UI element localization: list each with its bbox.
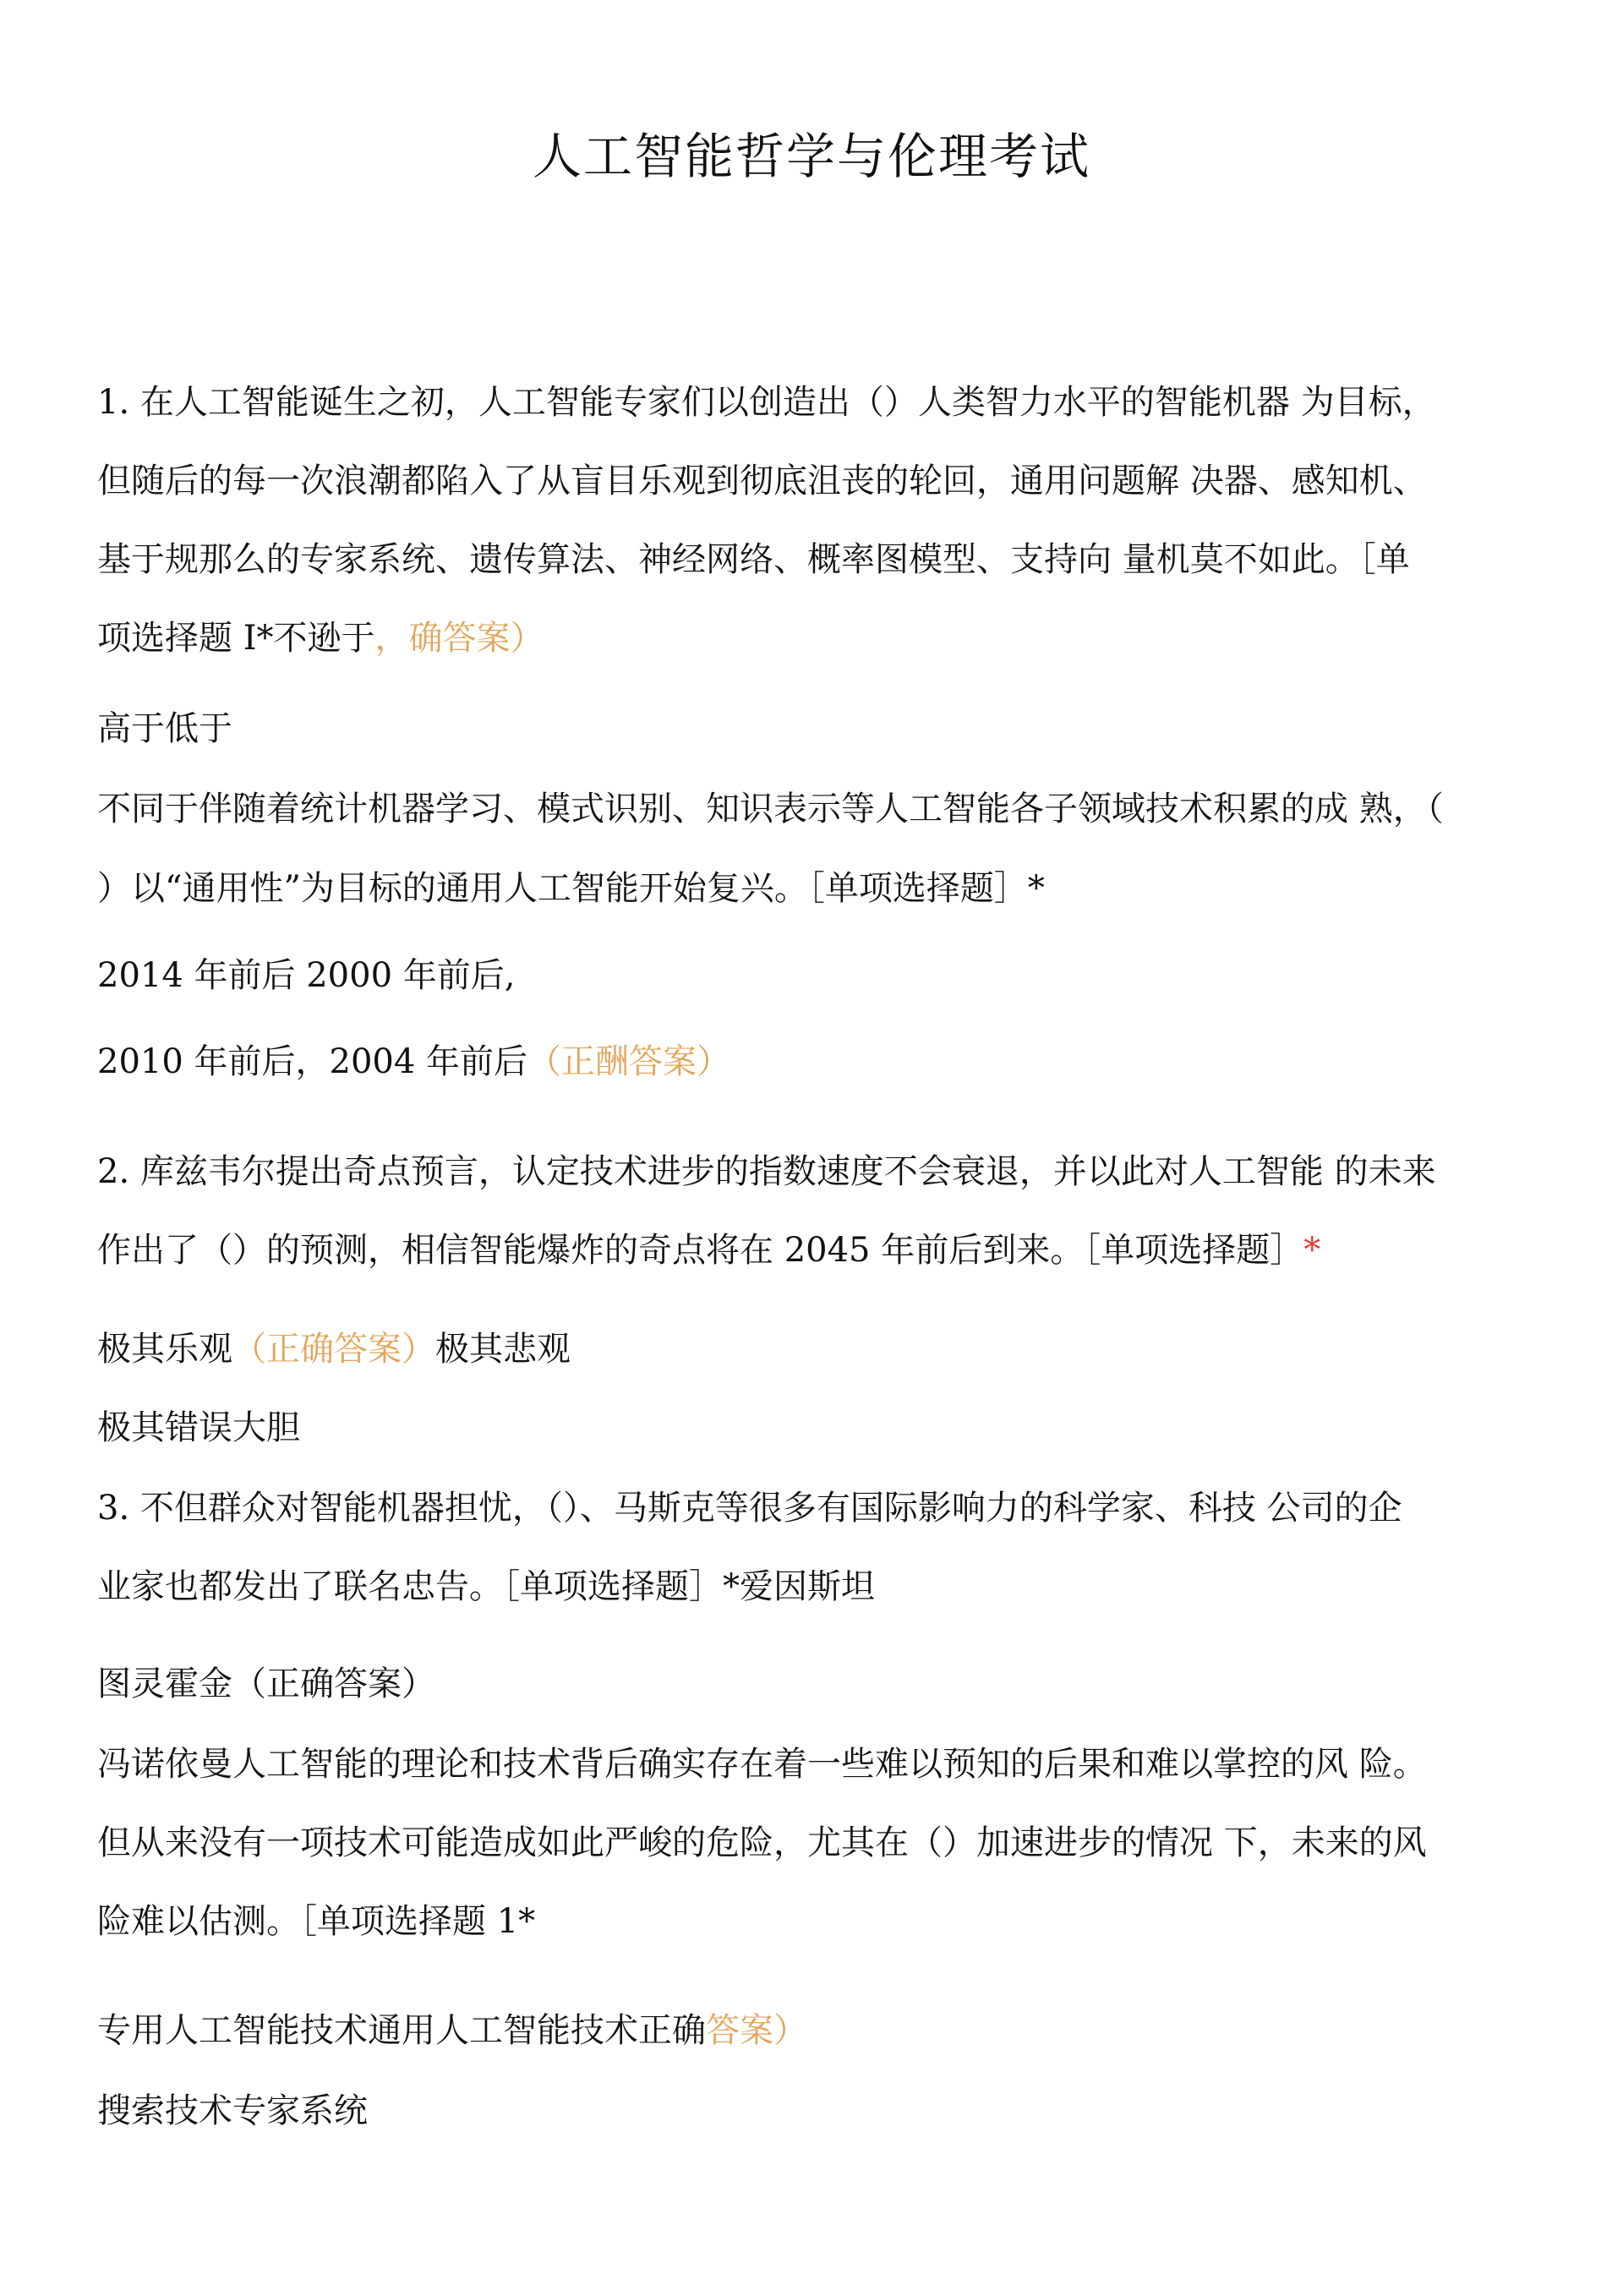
correct-answer-marker: 答案） [706, 2011, 807, 2050]
question-3-options: 图灵霍金（正确答案） [97, 1665, 435, 1703]
option-text: 极其悲观 [435, 1330, 571, 1369]
question-3-line-1: 3. 不但群众对智能机器担忧，（）、马斯克等很多有国际影响力的科学家、科技 公司的企 [97, 1489, 1402, 1528]
question-4-options-1 [97, 2010, 1534, 2051]
question-1b-line-1: 不同于伴随着统计机器学习、模式识别、知识表示等人工智能各子领域技术积累的成 熟，（ [97, 790, 1444, 828]
correct-answer-marker: （正确答案） [232, 1330, 435, 1369]
question-1b-options-2-text: 2010 年前后，2004 年前后 [97, 1042, 528, 1081]
question-2-line-2-text: 作出了（）的预测，相信智能爆炸的奇点将在 2045 年前后到来。［单项选择题］ [97, 1231, 1304, 1270]
question-3-line-2: 业家也都发出了联名忠告。［单项选择题］*爱因斯坦 [97, 1567, 875, 1606]
question-4-options-1-text: 专用人工智能技术通用人工智能技术正确 [97, 2011, 706, 2050]
question-1b-options-1: 2014 年前后 2000 年前后, [97, 956, 516, 995]
question-1-line-4 [97, 618, 1534, 659]
correct-answer-marker: ，确答案） [374, 619, 544, 658]
question-1-line-3: 基于规那么的专家系统、遗传算法、神经网络、概率图模型、支持向 量机莫不如此。［单 [97, 540, 1410, 579]
required-star: * [1303, 1231, 1321, 1270]
question-4-line-1: 冯诺依曼人工智能的理论和技术背后确实存在着一些难以预知的后果和难以掌控的风 险。 [97, 1745, 1427, 1784]
question-4-line-3: 险难以估测。［单项选择题 1* [97, 1902, 536, 1941]
question-1-line-1: 1. 在人工智能诞生之初，人工智能专家们以创造出（）人类智力水平的智能机器 为目标， [97, 383, 1436, 422]
question-1-options: 高于低于 [97, 709, 232, 748]
question-1-line-2: 但随后的每一次浪潮都陷入了从盲目乐观到彻底沮丧的轮回，通用问题解 决器、感知机、 [97, 462, 1427, 500]
page-title: 人工智能哲学与伦理考试 [532, 128, 1090, 185]
question-4-line-2: 但从来没有一项技术可能造成如此严峻的危险，尤其在（）加速进步的情况 下，未来的风 [97, 1823, 1427, 1862]
question-1b-options-2 [97, 1041, 1534, 1082]
question-2-line-1: 2. 库兹韦尔提出奇点预言，认定技术进步的指数速度不会衰退，并以此对人工智能 的未来 [97, 1152, 1436, 1191]
correct-answer-marker: （正酬答案） [527, 1042, 731, 1081]
question-2-options-2: 极其错误大胆 [97, 1408, 300, 1447]
question-2-options-1 [97, 1329, 1534, 1369]
question-4-options-2: 搜索技术专家系统 [97, 2091, 368, 2130]
question-1b-line-2: ）以“通用性”为目标的通用人工智能开始复兴。［单项选择题］* [97, 869, 1045, 908]
question-1-line-4-text: 项选择题 I*不逊于 [97, 619, 375, 658]
option-text: 极其乐观 [97, 1330, 232, 1369]
question-2-line-2 [97, 1230, 1534, 1271]
